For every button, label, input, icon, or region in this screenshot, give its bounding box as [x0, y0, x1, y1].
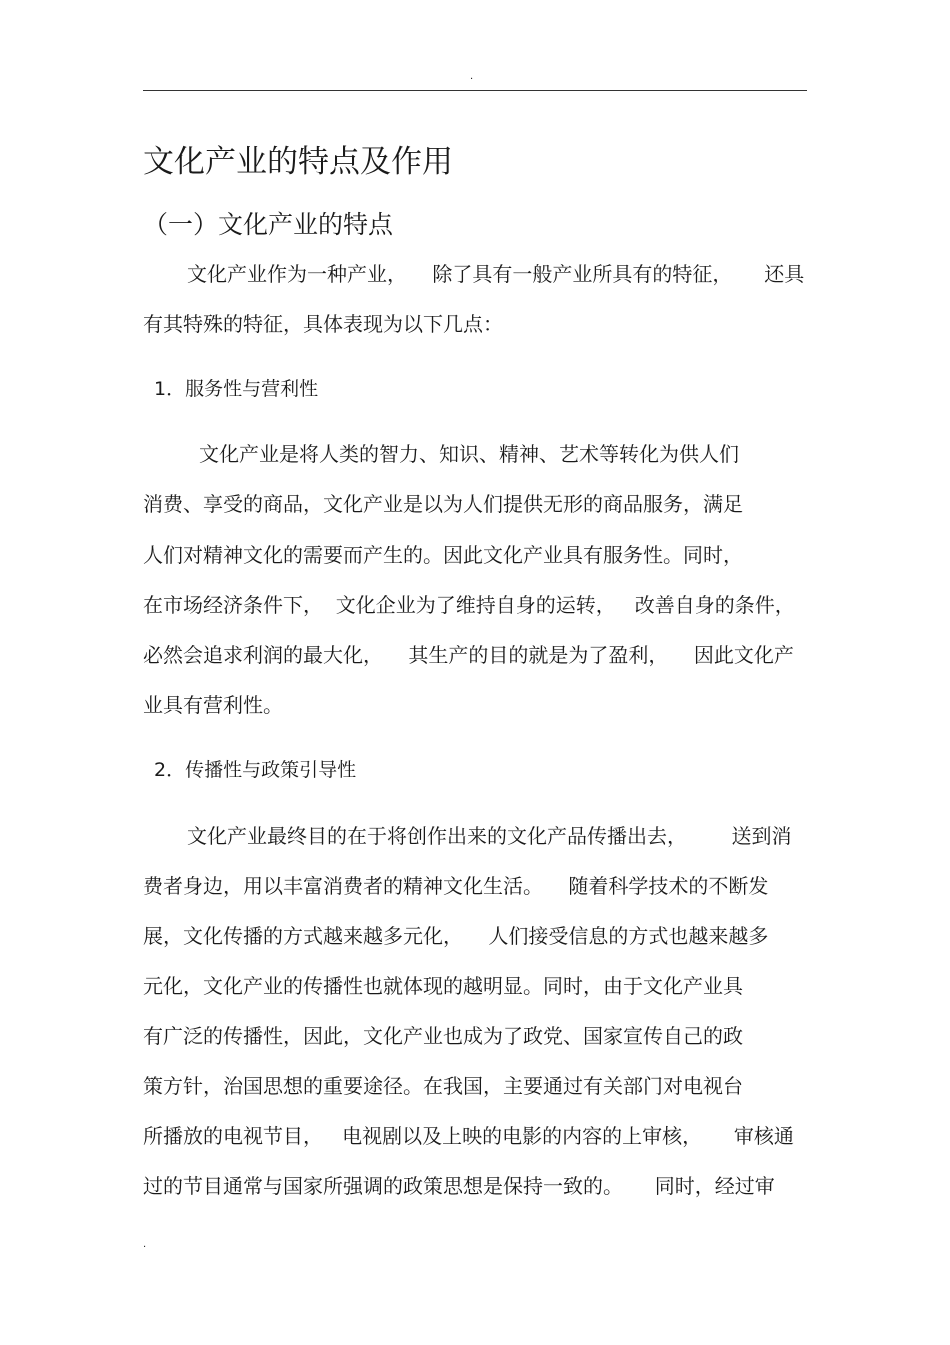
header-divider	[143, 90, 807, 91]
paragraph-line: 元化，文化产业的传播性也就体现的越明显。同时，由于文化产业具	[143, 974, 743, 998]
item-heading: 2．传播性与政策引导性	[154, 759, 357, 781]
item-heading: 1．服务性与营利性	[154, 378, 319, 400]
paragraph-line: 人们对精神文化的需要而产生的。因此文化产业具有服务性。同时，	[143, 543, 743, 567]
paragraph-line: 文化产业最终目的在于将创作出来的文化产品传播出去， 送到消	[187, 824, 792, 848]
paragraph-line: 费者身边，用以丰富消费者的精神文化生活。 随着科学技术的不断发	[143, 874, 769, 898]
paragraph-line: 必然会追求利润的最大化， 其生产的目的就是为了盈利， 因此文化产	[143, 643, 794, 667]
paragraph-line: 在市场经济条件下， 文化企业为了维持自身的运转， 改善自身的条件，	[143, 593, 795, 617]
paragraph-line: 展，文化传播的方式越来越多元化， 人们接受信息的方式也越来越多	[143, 924, 769, 948]
intro-line: 文化产业作为一种产业， 除了具有一般产业所具有的特征， 还具	[187, 262, 805, 286]
paragraph-line: 有广泛的传播性，因此，文化产业也成为了政党、国家宣传自己的政	[143, 1024, 743, 1048]
paragraph-line: 业具有营利性。	[143, 693, 283, 717]
paragraph-line: 消费、享受的商品，文化产业是以为人们提供无形的商品服务，满足	[143, 492, 743, 516]
page-title: 文化产业的特点及作用	[143, 144, 453, 180]
header-mark: .	[470, 71, 474, 82]
paragraph-line: 所播放的电视节目， 电视剧以及上映的电影的内容的上审核， 审核通	[143, 1124, 794, 1148]
section-heading: （一）文化产业的特点	[143, 210, 394, 239]
paragraph-line: 策方针，治国思想的重要途径。在我国，主要通过有关部门对电视台	[143, 1074, 743, 1098]
intro-line: 有其特殊的特征，具体表现为以下几点：	[143, 312, 503, 336]
footer-mark: .	[143, 1239, 147, 1250]
paragraph-line: 文化产业是将人类的智力、知识、精神、艺术等转化为供人们	[199, 442, 739, 466]
paragraph-line: 过的节目通常与国家所强调的政策思想是保持一致的。 同时，经过审	[143, 1174, 775, 1198]
